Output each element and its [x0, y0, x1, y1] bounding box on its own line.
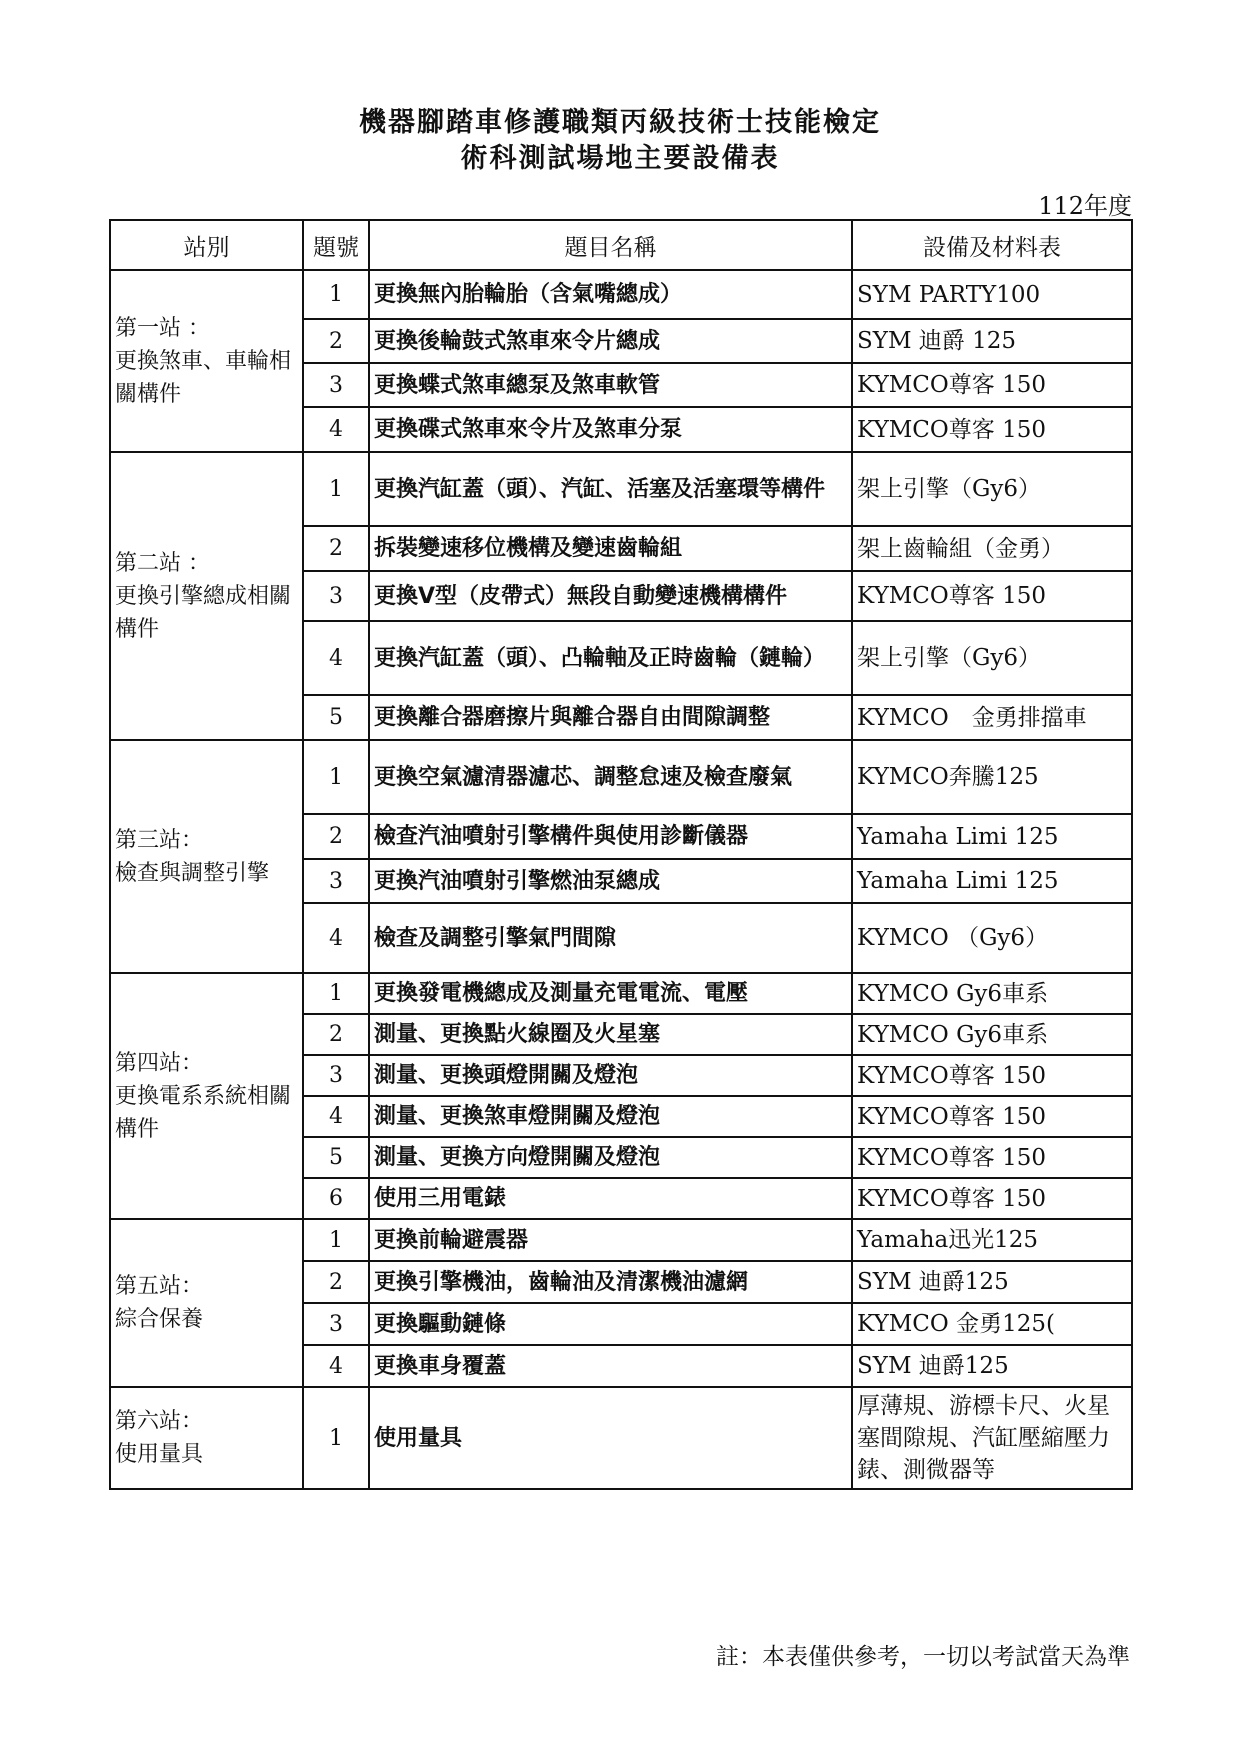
item-equipment: KYMCO尊客 150 [852, 1096, 1132, 1137]
item-number: 4 [303, 621, 369, 695]
item-number: 2 [303, 1014, 369, 1055]
item-equipment: KYMCO尊客 150 [852, 407, 1132, 452]
station-label: 第二站 ： 更換引擎總成相關構件 [110, 452, 303, 740]
item-name: 檢查汽油噴射引擎構件與使用診斷儀器 [369, 814, 852, 859]
station-label: 第三站： 檢查與調整引擎 [110, 740, 303, 973]
item-name: 拆裝變速移位機構及變速齒輪組 [369, 526, 852, 571]
item-name: 更換車身覆蓋 [369, 1345, 852, 1387]
item-number: 2 [303, 1261, 369, 1303]
item-equipment: 架上齒輪組（金勇） [852, 526, 1132, 571]
item-name: 更換離合器磨擦片與離合器自由間隙調整 [369, 695, 852, 740]
item-name: 更換空氣濾清器濾芯、調整怠速及檢查廢氣 [369, 740, 852, 814]
header-name: 題目名稱 [369, 220, 852, 270]
item-name: 更換後輪鼓式煞車來令片總成 [369, 319, 852, 363]
item-equipment: KYMCO Gy6車系 [852, 973, 1132, 1014]
station-label: 第六站： 使用量具 [110, 1387, 303, 1489]
item-name: 更換汽缸蓋（頭）、凸輪軸及正時齒輪（鏈輪） [369, 621, 852, 695]
item-number: 3 [303, 1055, 369, 1096]
item-equipment: KYMCO Gy6車系 [852, 1014, 1132, 1055]
item-number: 6 [303, 1178, 369, 1219]
station-label: 第五站： 綜合保養 [110, 1219, 303, 1387]
table-header-row [110, 220, 1132, 270]
item-equipment: KYMCO尊客 150 [852, 1178, 1132, 1219]
item-name: 更換引擎機油，齒輪油及清潔機油濾網 [369, 1261, 852, 1303]
item-number: 3 [303, 1303, 369, 1345]
item-name: 更換前輪避震器 [369, 1219, 852, 1261]
item-equipment: KYMCO奔騰125 [852, 740, 1132, 814]
item-name: 檢查及調整引擎氣門間隙 [369, 903, 852, 973]
footnote: 註：本表僅供參考，一切以考試當天為準 [716, 1644, 1130, 1670]
item-equipment: SYM 迪爵125 [852, 1345, 1132, 1387]
item-number: 1 [303, 740, 369, 814]
table-row [110, 270, 1132, 319]
table-row [110, 1387, 1132, 1489]
item-name: 使用三用電錶 [369, 1178, 852, 1219]
item-equipment: Yamaha Limi 125 [852, 814, 1132, 859]
item-equipment: KYMCO尊客 150 [852, 363, 1132, 407]
item-equipment: KYMCO 金勇排擋車 [852, 695, 1132, 740]
item-equipment: Yamaha迅光125 [852, 1219, 1132, 1261]
item-number: 1 [303, 270, 369, 319]
item-equipment: SYM 迪爵 125 [852, 319, 1132, 363]
header-equipment: 設備及材料表 [852, 220, 1132, 270]
item-number: 4 [303, 1096, 369, 1137]
item-number: 2 [303, 526, 369, 571]
item-number: 4 [303, 407, 369, 452]
header-number: 題號 [303, 220, 369, 270]
item-number: 2 [303, 814, 369, 859]
table-row [110, 452, 1132, 526]
item-number: 3 [303, 363, 369, 407]
station-label: 第四站： 更換電系系統相關構件 [110, 973, 303, 1219]
item-name: 測量、更換頭燈開關及燈泡 [369, 1055, 852, 1096]
equipment-table [109, 219, 1133, 1490]
item-equipment: 厚薄規、游標卡尺、火星塞間隙規、汽缸壓縮壓力錶、測微器等 [852, 1387, 1132, 1489]
item-number: 5 [303, 1137, 369, 1178]
item-equipment: Yamaha Limi 125 [852, 859, 1132, 903]
item-name: 使用量具 [369, 1387, 852, 1489]
item-name: 更換無內胎輪胎（含氣嘴總成） [369, 270, 852, 319]
item-equipment: KYMCO尊客 150 [852, 1137, 1132, 1178]
item-name: 測量、更換點火線圈及火星塞 [369, 1014, 852, 1055]
item-number: 1 [303, 1387, 369, 1489]
item-name: 測量、更換煞車燈開關及燈泡 [369, 1096, 852, 1137]
document-title: 機器腳踏車修護職類丙級技術士技能檢定 [359, 107, 881, 138]
station-label: 第一站 ： 更換煞車、車輪相關構件 [110, 270, 303, 452]
item-equipment: KYMCO尊客 150 [852, 571, 1132, 621]
item-equipment: KYMCO （Gy6） [852, 903, 1132, 973]
item-name: 更換驅動鏈條 [369, 1303, 852, 1345]
item-equipment: SYM 迪爵125 [852, 1261, 1132, 1303]
table-row [110, 973, 1132, 1014]
header-station: 站別 [110, 220, 303, 270]
item-number: 1 [303, 452, 369, 526]
item-equipment: KYMCO尊客 150 [852, 1055, 1132, 1096]
table-row [110, 1219, 1132, 1261]
item-name: 更換碟式煞車來令片及煞車分泵 [369, 407, 852, 452]
item-number: 4 [303, 903, 369, 973]
item-number: 1 [303, 1219, 369, 1261]
item-equipment: KYMCO 金勇125( [852, 1303, 1132, 1345]
document-subtitle: 術科測試場地主要設備表 [460, 143, 780, 174]
item-equipment: 架上引擎（Gy6） [852, 452, 1132, 526]
item-name: 更換蝶式煞車總泵及煞車軟管 [369, 363, 852, 407]
item-number: 5 [303, 695, 369, 740]
item-name: 更換汽油噴射引擎燃油泵總成 [369, 859, 852, 903]
item-number: 2 [303, 319, 369, 363]
item-name: 更換汽缸蓋（頭）、汽缸、活塞及活塞環等構件 [369, 452, 852, 526]
item-number: 4 [303, 1345, 369, 1387]
item-number: 3 [303, 571, 369, 621]
table-body [110, 270, 1132, 1489]
year-label: 112年度 [1038, 192, 1132, 220]
item-equipment: 架上引擎（Gy6） [852, 621, 1132, 695]
item-number: 3 [303, 859, 369, 903]
item-name: 更換V型（皮帶式）無段自動變速機構構件 [369, 571, 852, 621]
item-name: 更換發電機總成及測量充電電流、電壓 [369, 973, 852, 1014]
item-equipment: SYM PARTY100 [852, 270, 1132, 319]
item-name: 測量、更換方向燈開關及燈泡 [369, 1137, 852, 1178]
item-number: 1 [303, 973, 369, 1014]
table-row [110, 740, 1132, 814]
